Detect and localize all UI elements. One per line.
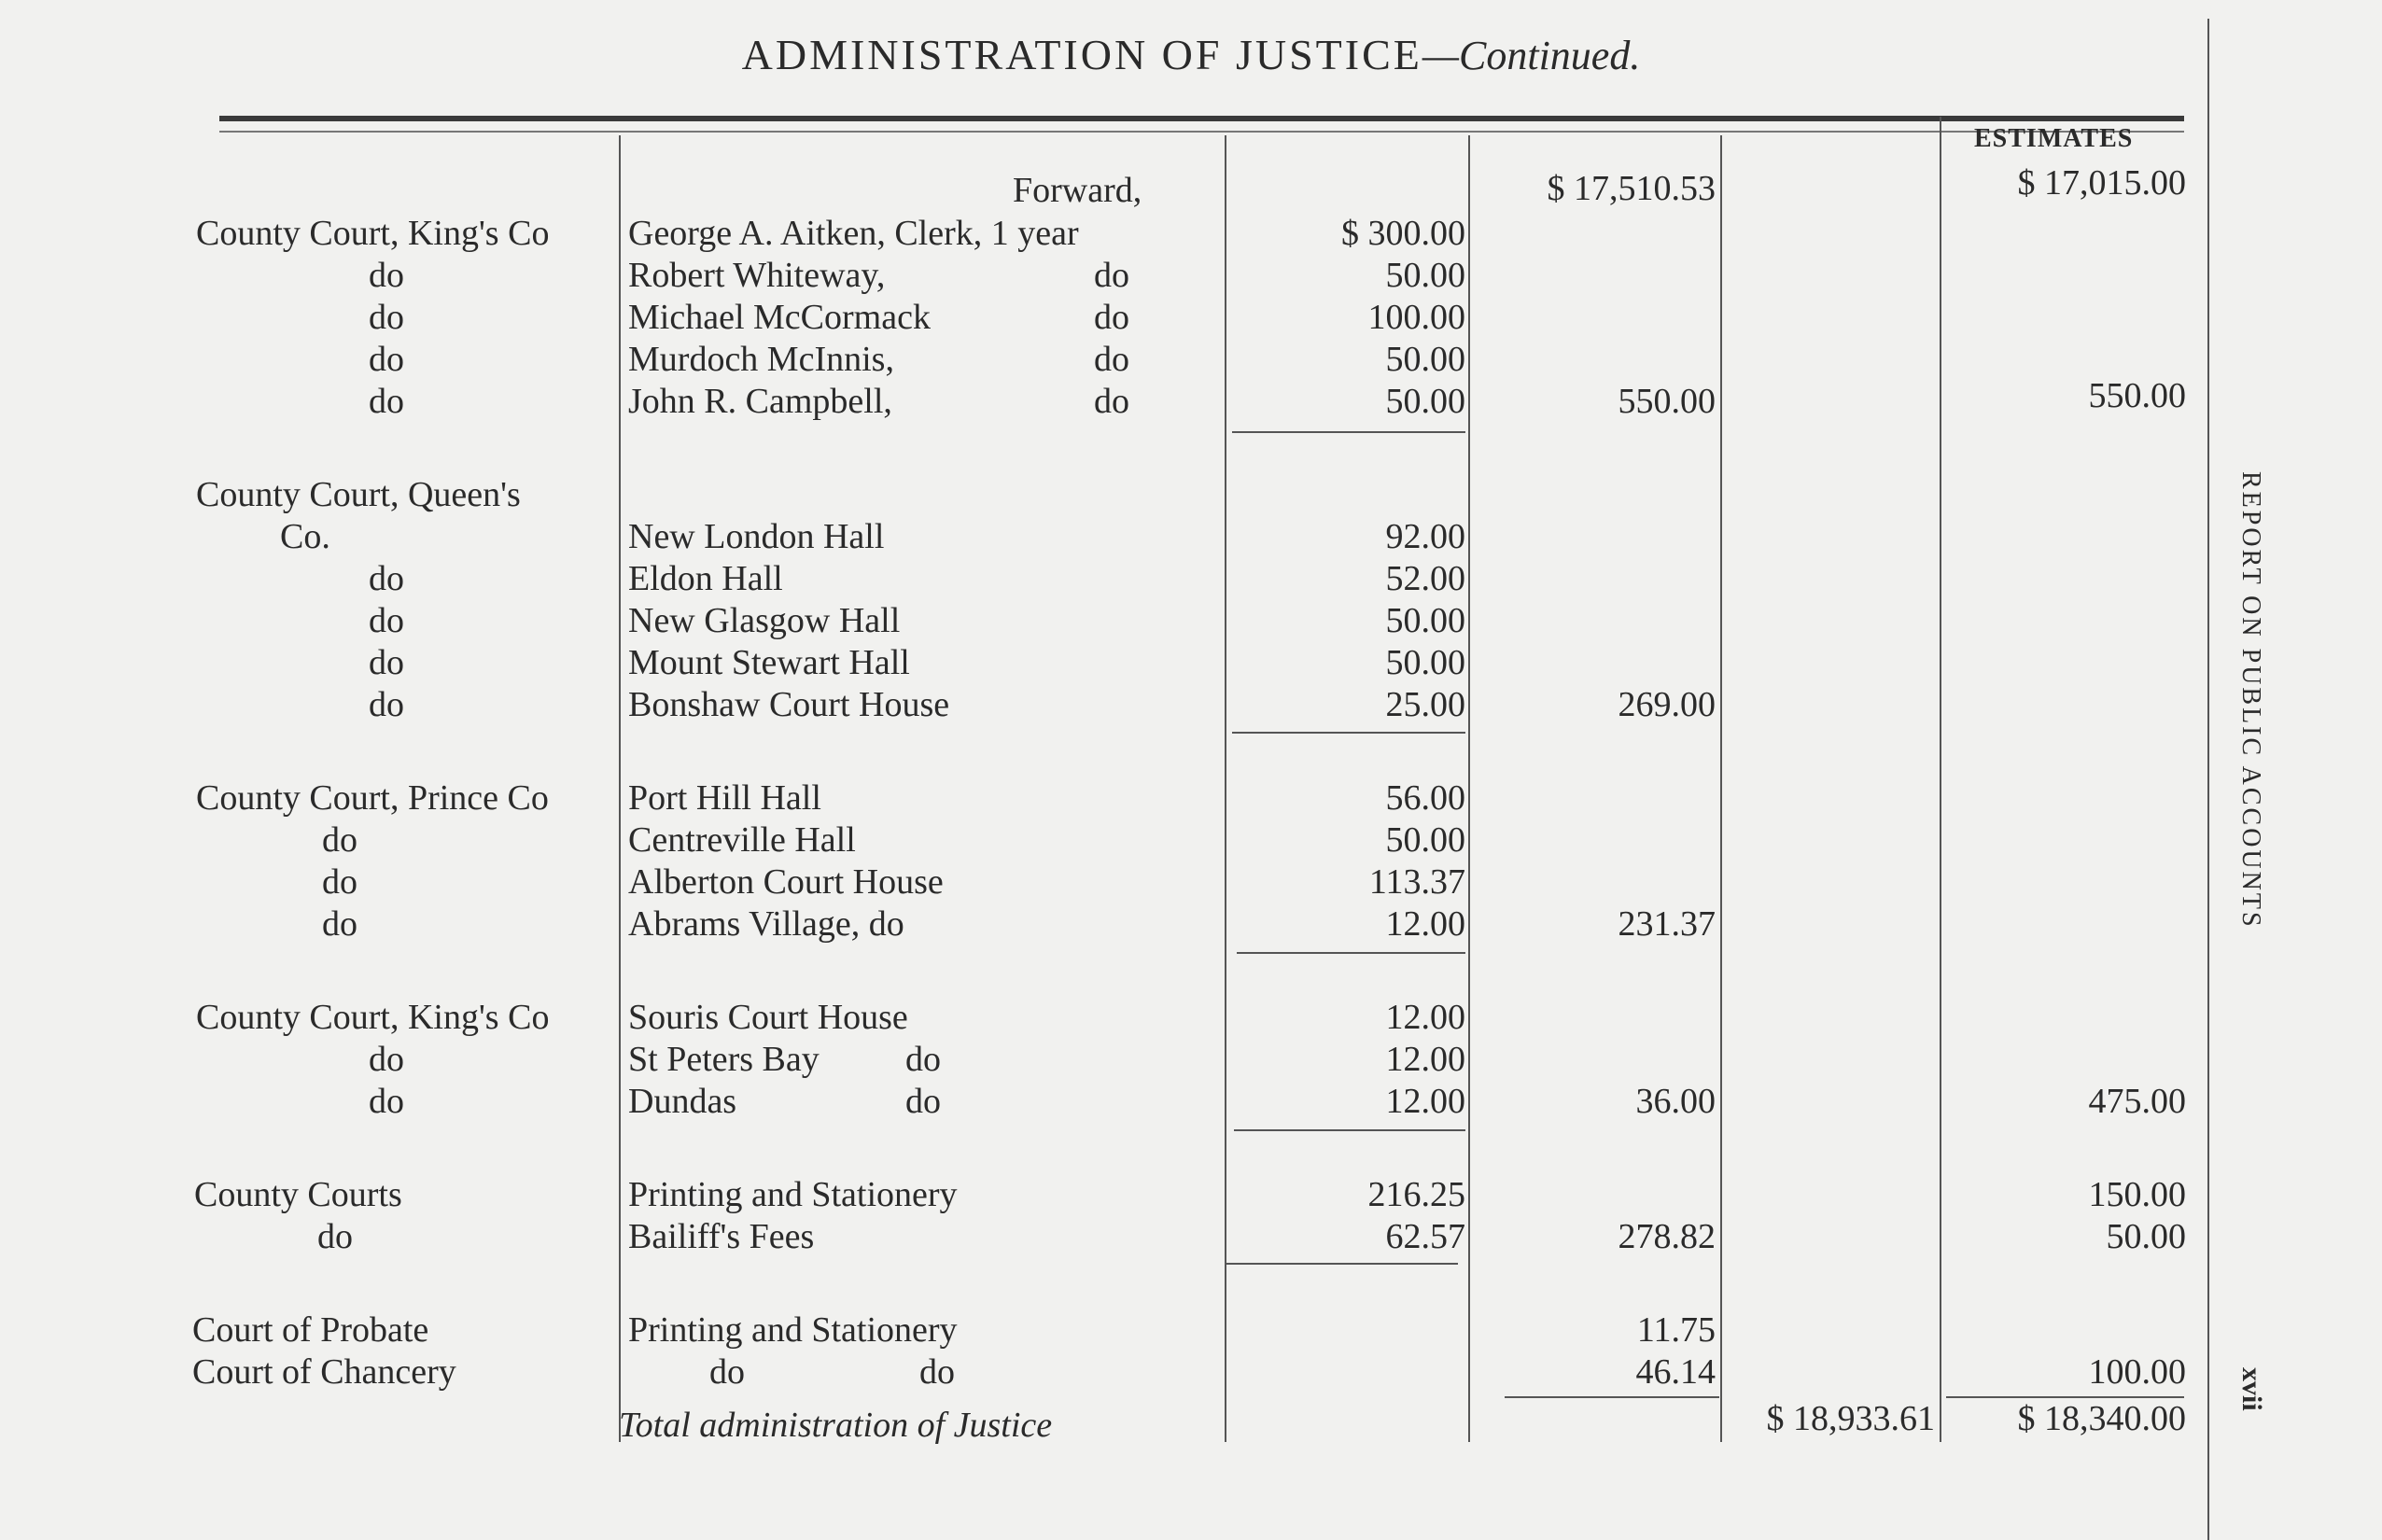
court-name: do [369, 256, 404, 295]
item-amount: 12.00 [1385, 1040, 1465, 1079]
item-description: Centreville Hall [628, 820, 856, 860]
forward-label: Forward, [1013, 171, 1142, 210]
court-name: do [369, 1040, 404, 1079]
estimates-header: ESTIMATES [1974, 124, 2134, 153]
court-name: do [369, 340, 404, 379]
forward-amount: $ 17,510.53 [1547, 169, 1716, 208]
total-amount: $ 18,933.61 [1766, 1399, 1935, 1438]
court-name: County Court, Queen's [196, 475, 521, 514]
ditto-mark: do [1094, 256, 1129, 295]
court-name: County Court, Prince Co [196, 778, 549, 818]
item-amount: 12.00 [1385, 998, 1465, 1037]
page-title: ADMINISTRATION OF JUSTICE—Continued. [741, 31, 1641, 78]
court-name: do [322, 862, 357, 902]
item-description: Dundas [628, 1082, 737, 1121]
subtotal-amount: 550.00 [1618, 382, 1716, 421]
court-name: County Court, King's Co [196, 998, 550, 1037]
court-name: Co. [280, 517, 330, 556]
item-description: Abrams Village, do [628, 904, 904, 944]
item-description: Bailiff's Fees [628, 1217, 815, 1256]
item-description: Eldon Hall [628, 559, 783, 598]
forward-estimate: $ 17,015.00 [2017, 163, 2186, 203]
item-amount: 92.00 [1385, 517, 1465, 556]
court-name: do [322, 904, 357, 944]
court-name: do [369, 643, 404, 682]
court-name: do [369, 685, 404, 724]
estimate-amount: 50.00 [2106, 1217, 2186, 1256]
column-divider [1720, 135, 1722, 1442]
ditto-mark: do [1094, 340, 1129, 379]
subtotal-amount: 46.14 [1635, 1352, 1716, 1392]
page-edge-line [2207, 19, 2209, 1540]
ditto-mark: do [1094, 382, 1129, 421]
item-amount: 62.57 [1385, 1217, 1465, 1256]
court-name: do [369, 1082, 404, 1121]
estimate-amount: 475.00 [2088, 1082, 2186, 1121]
item-amount: 50.00 [1385, 256, 1465, 295]
court-name: do [322, 820, 357, 860]
court-name: do [369, 559, 404, 598]
item-description: Port Hill Hall [628, 778, 821, 818]
subtotal-rule [1232, 431, 1465, 433]
header-rule [219, 116, 2184, 121]
item-amount: 50.00 [1385, 340, 1465, 379]
item-description: George A. Aitken, Clerk, 1 year [628, 214, 1079, 253]
court-name: do [369, 601, 404, 640]
page-number: xvii [2236, 1367, 2267, 1411]
estimate-amount: 150.00 [2088, 1175, 2186, 1214]
header-rule-thin [219, 131, 2184, 133]
column-divider [1225, 135, 1226, 1442]
item-amount: 113.37 [1368, 862, 1465, 902]
side-running-title: REPORT ON PUBLIC ACCOUNTS [2236, 471, 2265, 930]
item-amount: 100.00 [1367, 298, 1465, 337]
court-name: do [369, 382, 404, 421]
estimate-amount: 100.00 [2088, 1352, 2186, 1392]
item-amount: 56.00 [1385, 778, 1465, 818]
item-description: Souris Court House [628, 998, 908, 1037]
item-description: do [709, 1352, 745, 1392]
item-description: New London Hall [628, 517, 885, 556]
court-name: Court of Probate [192, 1310, 429, 1350]
item-description: Printing and Stationery [628, 1310, 958, 1350]
subtotal-amount: 269.00 [1618, 685, 1716, 724]
item-description: Mount Stewart Hall [628, 643, 910, 682]
item-amount: 50.00 [1385, 601, 1465, 640]
item-description: Murdoch McInnis, [628, 340, 894, 379]
item-description: Printing and Stationery [628, 1175, 958, 1214]
court-name: do [317, 1217, 353, 1256]
subtotal-amount: 36.00 [1635, 1082, 1716, 1121]
item-description: John R. Campbell, [628, 382, 892, 421]
item-amount: 216.25 [1367, 1175, 1465, 1214]
item-amount: 50.00 [1385, 820, 1465, 860]
item-amount: 12.00 [1385, 1082, 1465, 1121]
item-description: St Peters Bay [628, 1040, 820, 1079]
item-description: Alberton Court House [628, 862, 944, 902]
subtotal-rule [1234, 1129, 1465, 1131]
total-estimate: $ 18,340.00 [2017, 1399, 2186, 1438]
total-label: Total administration of Justice [619, 1406, 1053, 1445]
item-amount: 50.00 [1385, 643, 1465, 682]
total-rule [1505, 1396, 1719, 1398]
item-amount: $ 300.00 [1341, 214, 1465, 253]
subtotal-rule [1232, 732, 1465, 734]
court-name: County Court, King's Co [196, 214, 550, 253]
court-name: Court of Chancery [192, 1352, 456, 1392]
item-amount: 12.00 [1385, 904, 1465, 944]
subtotal-amount: 11.75 [1636, 1310, 1716, 1350]
ditto-mark: do [905, 1040, 941, 1079]
ditto-mark: do [919, 1352, 955, 1392]
ditto-mark: do [1094, 298, 1129, 337]
subtotal-amount: 231.37 [1618, 904, 1716, 944]
item-description: Robert Whiteway, [628, 256, 886, 295]
column-divider [619, 135, 621, 1442]
item-amount: 25.00 [1385, 685, 1465, 724]
item-description: New Glasgow Hall [628, 601, 901, 640]
subtotal-rule [1237, 952, 1465, 954]
court-name: County Courts [194, 1175, 402, 1214]
court-name: do [369, 298, 404, 337]
subtotal-amount: 278.82 [1618, 1217, 1716, 1256]
item-description: Bonshaw Court House [628, 685, 950, 724]
subtotal-rule [1225, 1263, 1458, 1265]
item-amount: 50.00 [1385, 382, 1465, 421]
item-description: Michael McCormack [628, 298, 931, 337]
ditto-mark: do [905, 1082, 941, 1121]
estimate-amount: 550.00 [2088, 376, 2186, 415]
item-amount: 52.00 [1385, 559, 1465, 598]
